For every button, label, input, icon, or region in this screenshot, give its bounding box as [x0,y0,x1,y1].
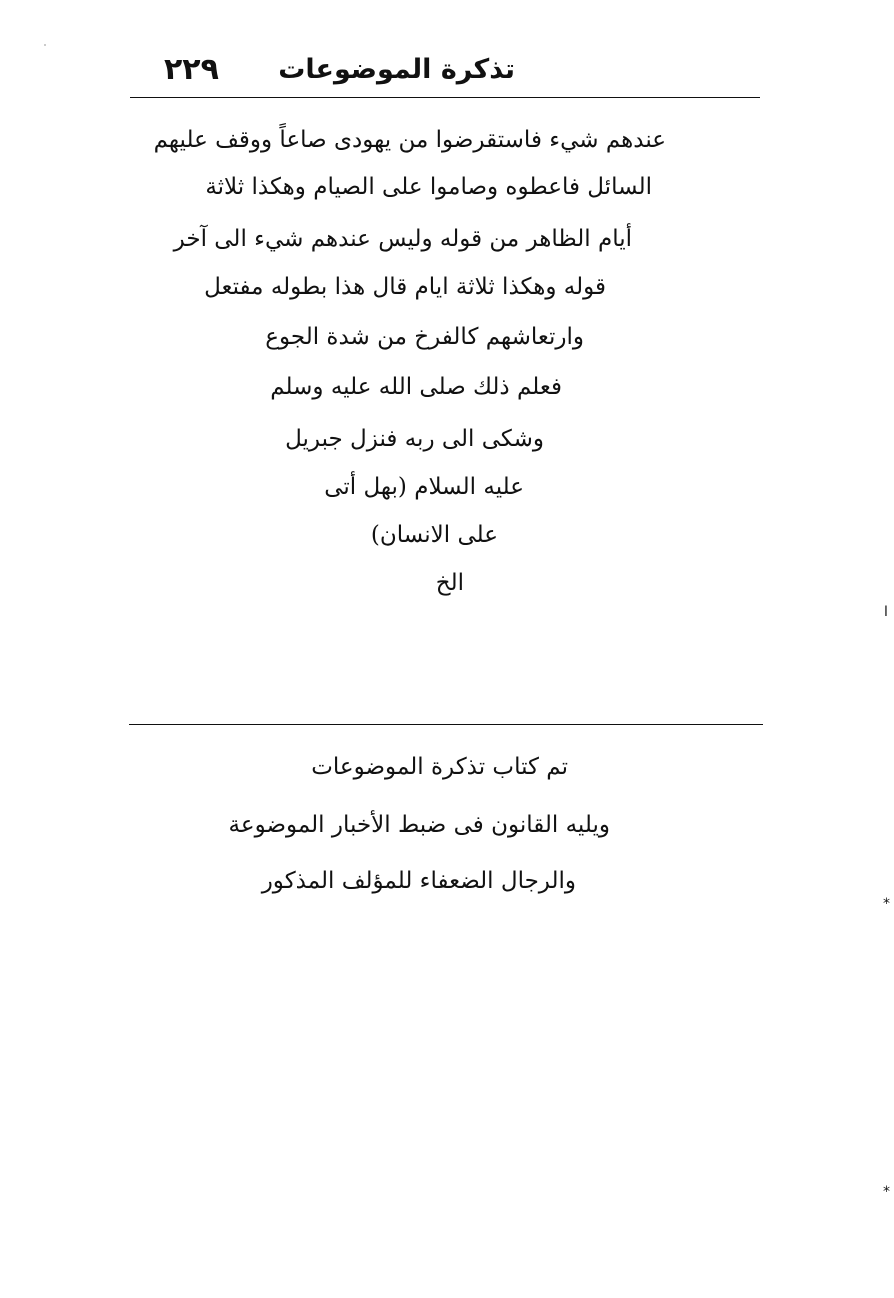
margin-mark-1: ا [884,604,888,620]
page-number: ٢٢٩ [164,52,219,87]
body-line-8: عليه السلام (بهل أتى [324,474,524,500]
margin-mark-2: * [883,896,890,912]
body-line-3: أيام الظاهر من قوله وليس عندهم شيء الى آخر [173,226,632,252]
body-line-2: السائل فاعطوه وصاموا على الصيام وهكذا ثلاثة [205,174,652,200]
running-title: تذكرة الموضوعات [278,54,515,85]
body-line-7: وشكى الى ربه فنزل جبريل [285,426,544,452]
body-line-6: فعلم ذلك صلى الله عليه وسلم [270,374,562,400]
body-line-10: الخ [435,570,464,596]
colophon-line-2: ويليه القانون فى ضبط الأخبار الموضوعة [228,812,610,838]
body-line-5: وارتعاشهم كالفرخ من شدة الجوع [265,324,584,350]
body-line-9: على الانسان) [370,522,498,548]
body-line-1: عندهم شيء فاستقرضوا من يهودى صاعاً ووقف عليهم [153,127,666,153]
paper-speck [44,44,46,46]
body-line-4: قوله وهكذا ثلاثة ايام قال هذا بطوله مفتعل [204,274,606,300]
page-header [130,52,760,96]
colophon-line-1: تم كتاب تذكرة الموضوعات [311,754,568,780]
colophon-line-3: والرجال الضعفاء للمؤلف المذكور [261,868,576,894]
margin-mark-3: * [883,1184,890,1200]
header-rule [130,97,760,98]
section-rule [129,724,763,725]
